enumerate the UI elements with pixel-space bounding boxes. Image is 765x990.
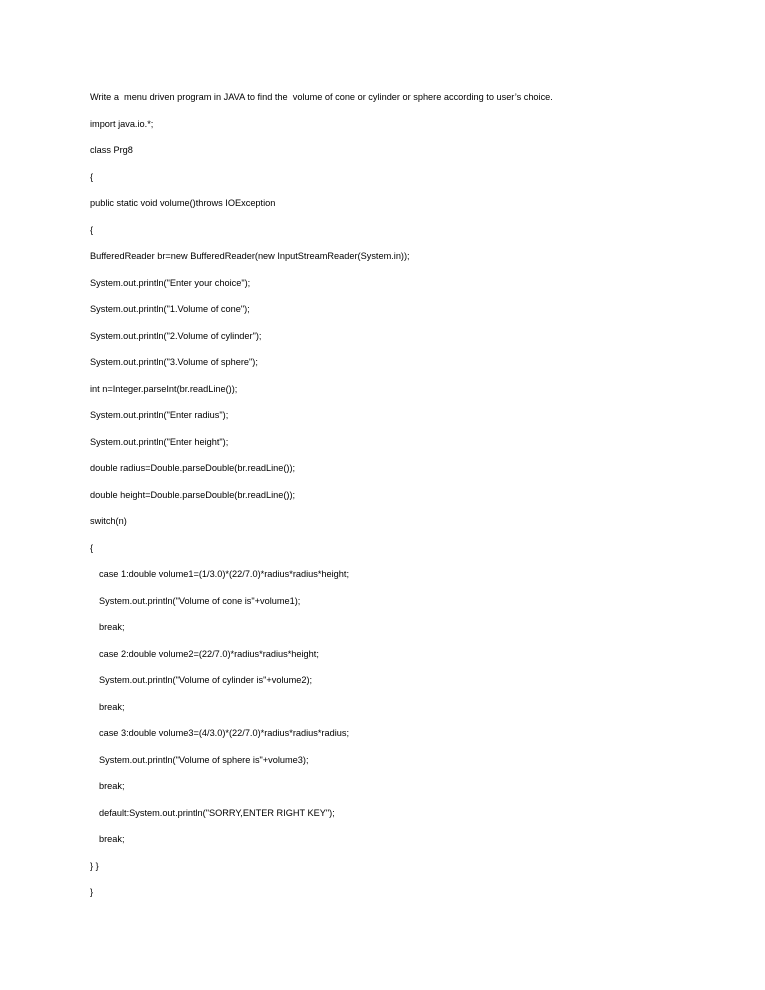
code-line: System.out.println("Volume of cylinder is"+volume2); — [99, 675, 313, 685]
code-line: System.out.println("Volume of cone is"+volume1); — [99, 596, 301, 606]
code-line: { — [90, 172, 94, 182]
code-line: break; — [99, 781, 125, 791]
code-line: System.out.println("Volume of sphere is"+volume3); — [99, 755, 309, 765]
code-line: System.out.println("Enter height"); — [90, 437, 229, 447]
code-line: int n=Integer.parseInt(br.readLine()); — [90, 384, 238, 394]
code-line: switch(n) — [90, 516, 127, 526]
code-line: break; — [99, 622, 125, 632]
code-line: public static void volume()throws IOException — [90, 198, 276, 208]
code-line: import java.io.*; — [90, 119, 154, 129]
code-line: { — [90, 543, 94, 553]
code-line: { — [90, 225, 94, 235]
code-line: System.out.println("Enter radius"); — [90, 410, 229, 420]
code-line: class Prg8 — [90, 145, 133, 155]
code-line: System.out.println("1.Volume of cone"); — [90, 304, 250, 314]
code-line: break; — [99, 702, 125, 712]
code-line: double radius=Double.parseDouble(br.readLine()); — [90, 463, 296, 473]
code-line: System.out.println("2.Volume of cylinder"); — [90, 331, 262, 341]
code-line: default:System.out.println("SORRY,ENTER RIGHT KEY"); — [99, 808, 335, 818]
code-line: break; — [99, 834, 125, 844]
code-line: case 3:double volume3=(4/3.0)*(22/7.0)*radius*radius*radius; — [99, 728, 349, 738]
code-line: double height=Double.parseDouble(br.readLine()); — [90, 490, 296, 500]
code-line: System.out.println("Enter your choice"); — [90, 278, 251, 288]
code-line: case 2:double volume2=(22/7.0)*radius*radius*height; — [99, 649, 319, 659]
code-line: case 1:double volume1=(1/3.0)*(22/7.0)*radius*radius*height; — [99, 569, 350, 579]
question-text: Write a menu driven program in JAVA to find the volume of cone or cylinder or sphere according to user’s choice. — [90, 92, 553, 102]
code-line: } } — [90, 861, 99, 871]
code-line: BufferedReader br=new BufferedReader(new InputStreamReader(System.in)); — [90, 251, 410, 261]
code-line: System.out.println("3.Volume of sphere"); — [90, 357, 258, 367]
code-line: } — [90, 887, 94, 897]
